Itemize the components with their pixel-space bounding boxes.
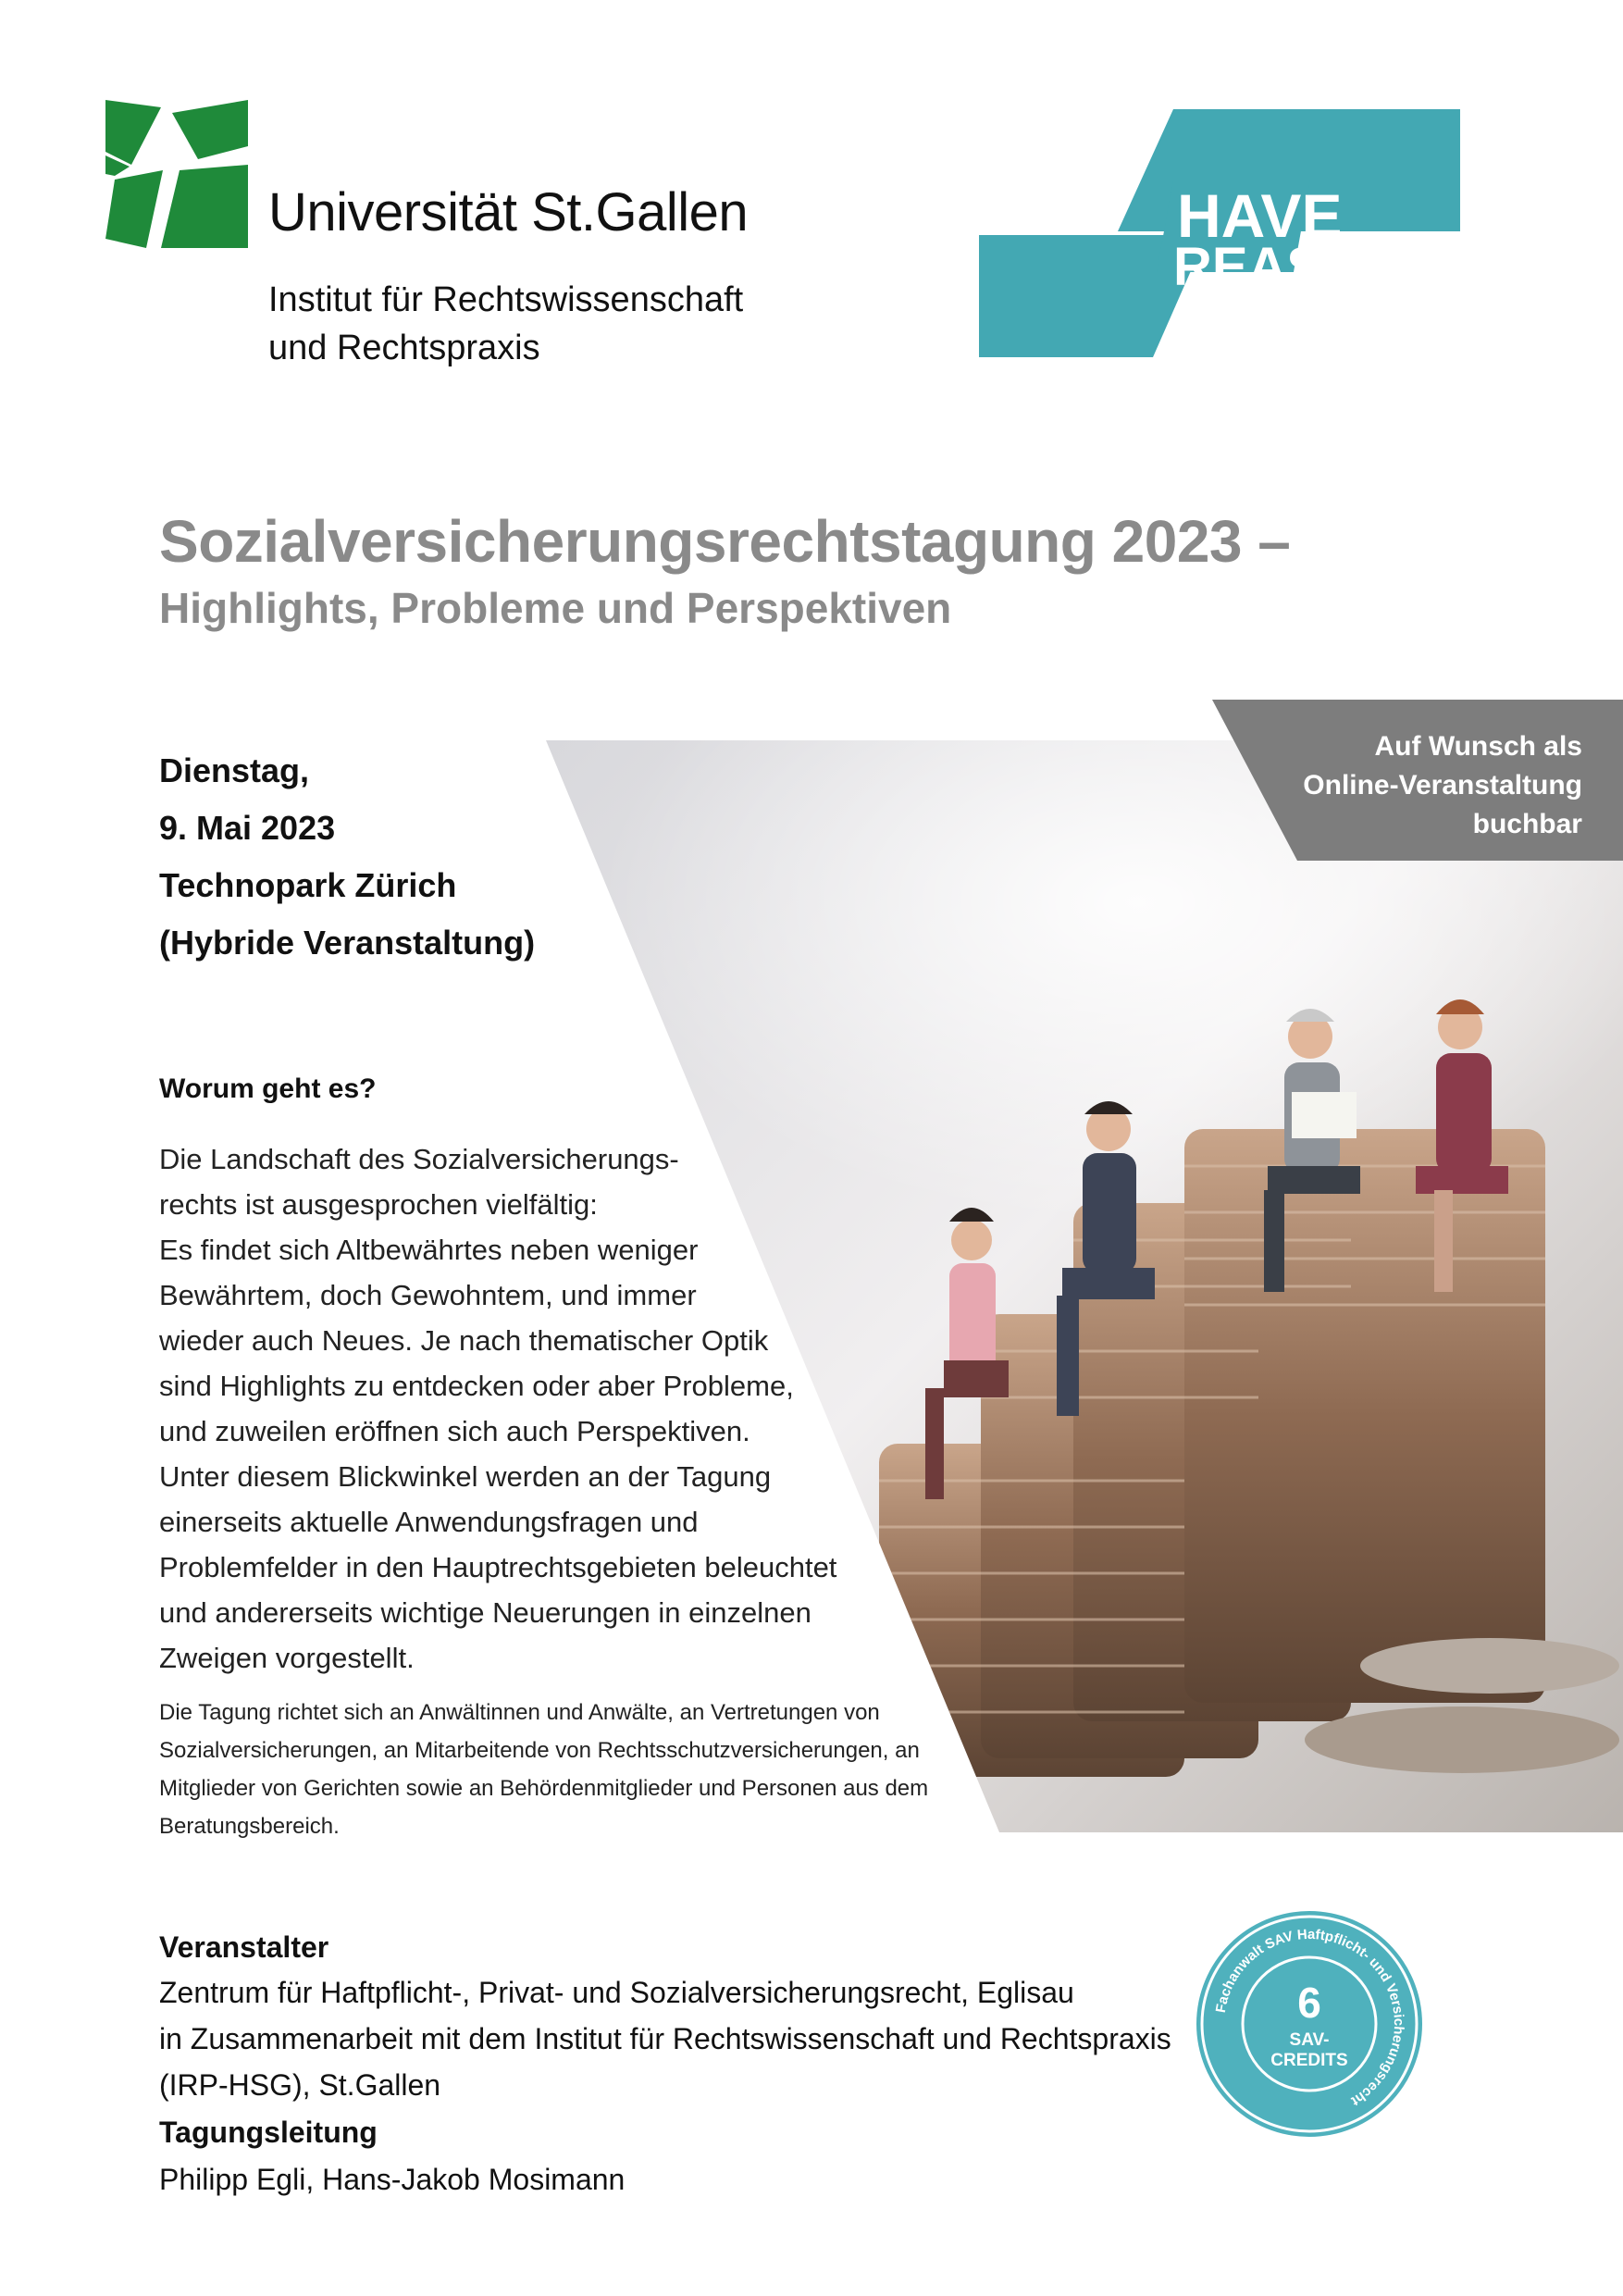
audience-text: [159, 1694, 928, 1845]
sav-credits-badge: [1194, 1908, 1425, 2140]
intro-line: rechts ist ausgesprochen vielfältig:: [159, 1188, 598, 1221]
audience-line: Sozialversicherungen, an Mitarbeitende von Rechtsschutzversicherungen, an: [159, 1738, 920, 1763]
intro-body: [159, 1136, 836, 1681]
intro-line: Bewährtem, doch Gewohntem, und immer: [159, 1279, 697, 1311]
intro-line: und zuweilen eröffnen sich auch Perspektiven.: [159, 1415, 750, 1447]
audience-line: Beratungsbereich.: [159, 1814, 340, 1839]
audience-line: Die Tagung richtet sich an Anwältinnen und Anwälte, an Vertretungen von: [159, 1700, 880, 1725]
intro-line: Problemfelder in den Hauptrechtsgebieten beleuchtet: [159, 1551, 837, 1583]
online-line-3: buchbar: [1472, 809, 1582, 839]
online-box: [1212, 700, 1623, 861]
institute-line-2: und Rechtspraxis: [268, 329, 540, 367]
online-line-2: Online-Veranstaltung: [1303, 770, 1582, 800]
page-title: Sozialversicherungsrechtstagung 2023 –: [159, 508, 1291, 575]
badge-ring-text: Fachanwalt SAV Haftpflicht- und Versicherungsrecht: [1212, 1926, 1407, 2109]
online-line-1: Auf Wunsch als: [1374, 731, 1582, 762]
event-info: [159, 742, 535, 972]
intro-heading: Worum geht es?: [159, 1074, 377, 1104]
event-location: Technopark Zürich: [159, 866, 457, 904]
intro-line: Zweigen vorgestellt.: [159, 1642, 415, 1674]
intro-line: Die Landschaft des Sozialversicherungs-: [159, 1143, 679, 1175]
hsg-logo-icon: [105, 100, 248, 248]
leadership-names: Philipp Egli, Hans-Jakob Mosimann: [159, 2163, 626, 2196]
organizer-details: [159, 1969, 1171, 2108]
intro-line: einerseits aktuelle Anwendungsfragen und: [159, 1506, 699, 1538]
intro-line: sind Highlights zu entdecken oder aber Probleme,: [159, 1370, 794, 1402]
organizer-line-1: Zentrum für Haftpflicht-, Privat- und Sozialversicherungsrecht, Eglisau: [159, 1976, 1074, 2009]
intro-line: Es findet sich Altbewährtes neben weniger: [159, 1234, 699, 1266]
organizer-line-2: in Zusammenarbeit mit dem Institut für Rechtswissenschaft und Rechtspraxis: [159, 2022, 1171, 2055]
badge-number: 6: [1297, 1979, 1321, 2027]
organizer-line-3: (IRP-HSG), St.Gallen: [159, 2068, 441, 2102]
university-name: Universität St.Gallen: [268, 182, 749, 242]
organizer-heading: Veranstalter: [159, 1930, 329, 1964]
event-format: (Hybride Veranstaltung): [159, 924, 536, 962]
page-subtitle: Highlights, Probleme und Perspektiven: [159, 584, 952, 632]
have-reas-logo: [979, 109, 1460, 357]
audience-line: Mitglieder von Gerichten sowie an Behördenmitglieder und Personen aus dem: [159, 1776, 929, 1801]
online-text: [1303, 727, 1582, 844]
institute-line-1: Institut für Rechtswissenschaft: [268, 280, 744, 319]
institute-name: [268, 276, 743, 372]
have-text: HAVE: [1177, 181, 1343, 250]
badge-line-1: SAV-: [1289, 2030, 1330, 2050]
event-date: 9. Mai 2023: [159, 809, 336, 847]
intro-line: und andererseits wichtige Neuerungen in einzelnen: [159, 1596, 812, 1629]
intro-line: Unter diesem Blickwinkel werden an der Tagung: [159, 1460, 772, 1493]
reas-text: REAS: [1173, 237, 1323, 297]
intro-line: wieder auch Neues. Je nach thematischer Optik: [159, 1324, 769, 1357]
badge-line-2: CREDITS: [1270, 2051, 1348, 2070]
leadership-heading: Tagungsleitung: [159, 2116, 378, 2149]
event-day: Dienstag,: [159, 751, 310, 789]
